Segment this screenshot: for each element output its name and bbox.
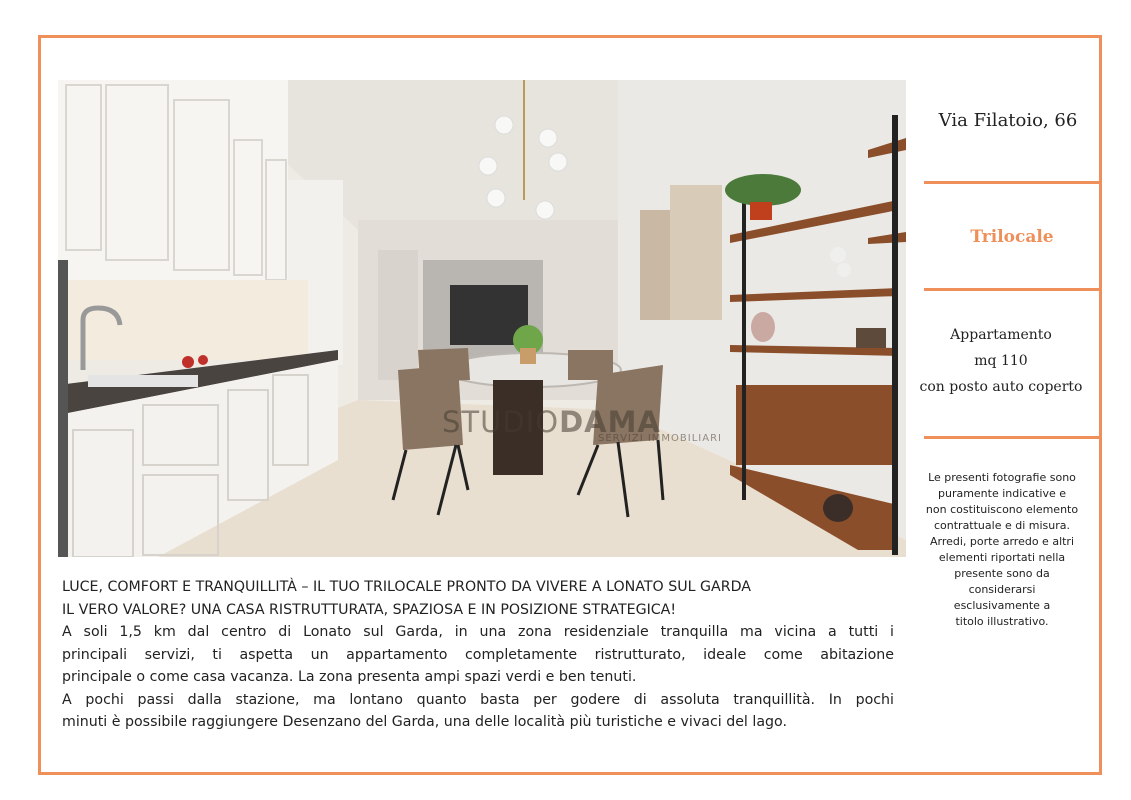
disclaimer-line: presente sono da	[954, 567, 1050, 580]
disclaimer-line: elementi riportati nella	[938, 551, 1066, 564]
description-line: minuti è possibile raggiungere Desenzano del Garda, una delle località più turistiche e vivaci del lago.	[62, 714, 787, 730]
spec-line: con posto auto coperto	[919, 379, 1083, 395]
spec-line: mq 110	[974, 353, 1028, 369]
divider-bottom	[924, 436, 1100, 439]
disclaimer-line: Le presenti fotografie sono	[928, 471, 1076, 484]
property-specs	[912, 322, 1090, 400]
address: Via Filatoio, 66	[938, 110, 1078, 131]
description-line: A pochi passi dalla stazione, ma lontano quanto basta per godere di assoluta tranquillità. In pochi	[62, 691, 894, 708]
disclaimer-line: contrattuale e di misura.	[933, 519, 1071, 532]
photo-disclaimer	[914, 470, 1090, 630]
logo-subtitle: SERVIZI IMMOBILIARI	[598, 433, 722, 444]
disclaimer-line: titolo illustrativo.	[955, 615, 1049, 628]
description-line: principali servizi, ti aspetta un appartamento completamente ristrutturato, ideale come abitazione	[62, 646, 894, 663]
subheadline: IL VERO VALORE? UNA CASA RISTRUTTURATA, SPAZIOSA E IN POSIZIONE STRATEGICA!	[62, 601, 677, 618]
disclaimer-line: non costituiscono elemento	[925, 503, 1079, 516]
logo-text-light: STUDIO	[442, 405, 560, 439]
property-type: Trilocale	[970, 227, 1054, 247]
kitchen-photo	[58, 80, 906, 557]
logo-text-bold: DAMA	[559, 405, 661, 439]
description-line: principale o come casa vacanza. La zona presenta ampi spazi verdi e ben tenuti.	[62, 669, 637, 685]
divider-mid	[924, 288, 1100, 291]
disclaimer-line: puramente indicative e	[937, 487, 1066, 500]
property-description	[62, 576, 894, 734]
disclaimer-line: Arredi, porte arredo e altri	[929, 535, 1075, 548]
spec-line: Appartamento	[950, 327, 1052, 343]
divider-top	[924, 181, 1100, 184]
disclaimer-line: considerarsi	[968, 583, 1036, 596]
headline: LUCE, COMFORT E TRANQUILLITÀ – IL TUO TRILOCALE PRONTO DA VIVERE A LONATO SUL GARDA	[62, 579, 751, 595]
description-line: A soli 1,5 km dal centro di Lonato sul Garda, in una zona residenziale tranquilla ma vicina a tutti i	[62, 624, 894, 640]
disclaimer-line: esclusivamente a	[953, 599, 1051, 612]
